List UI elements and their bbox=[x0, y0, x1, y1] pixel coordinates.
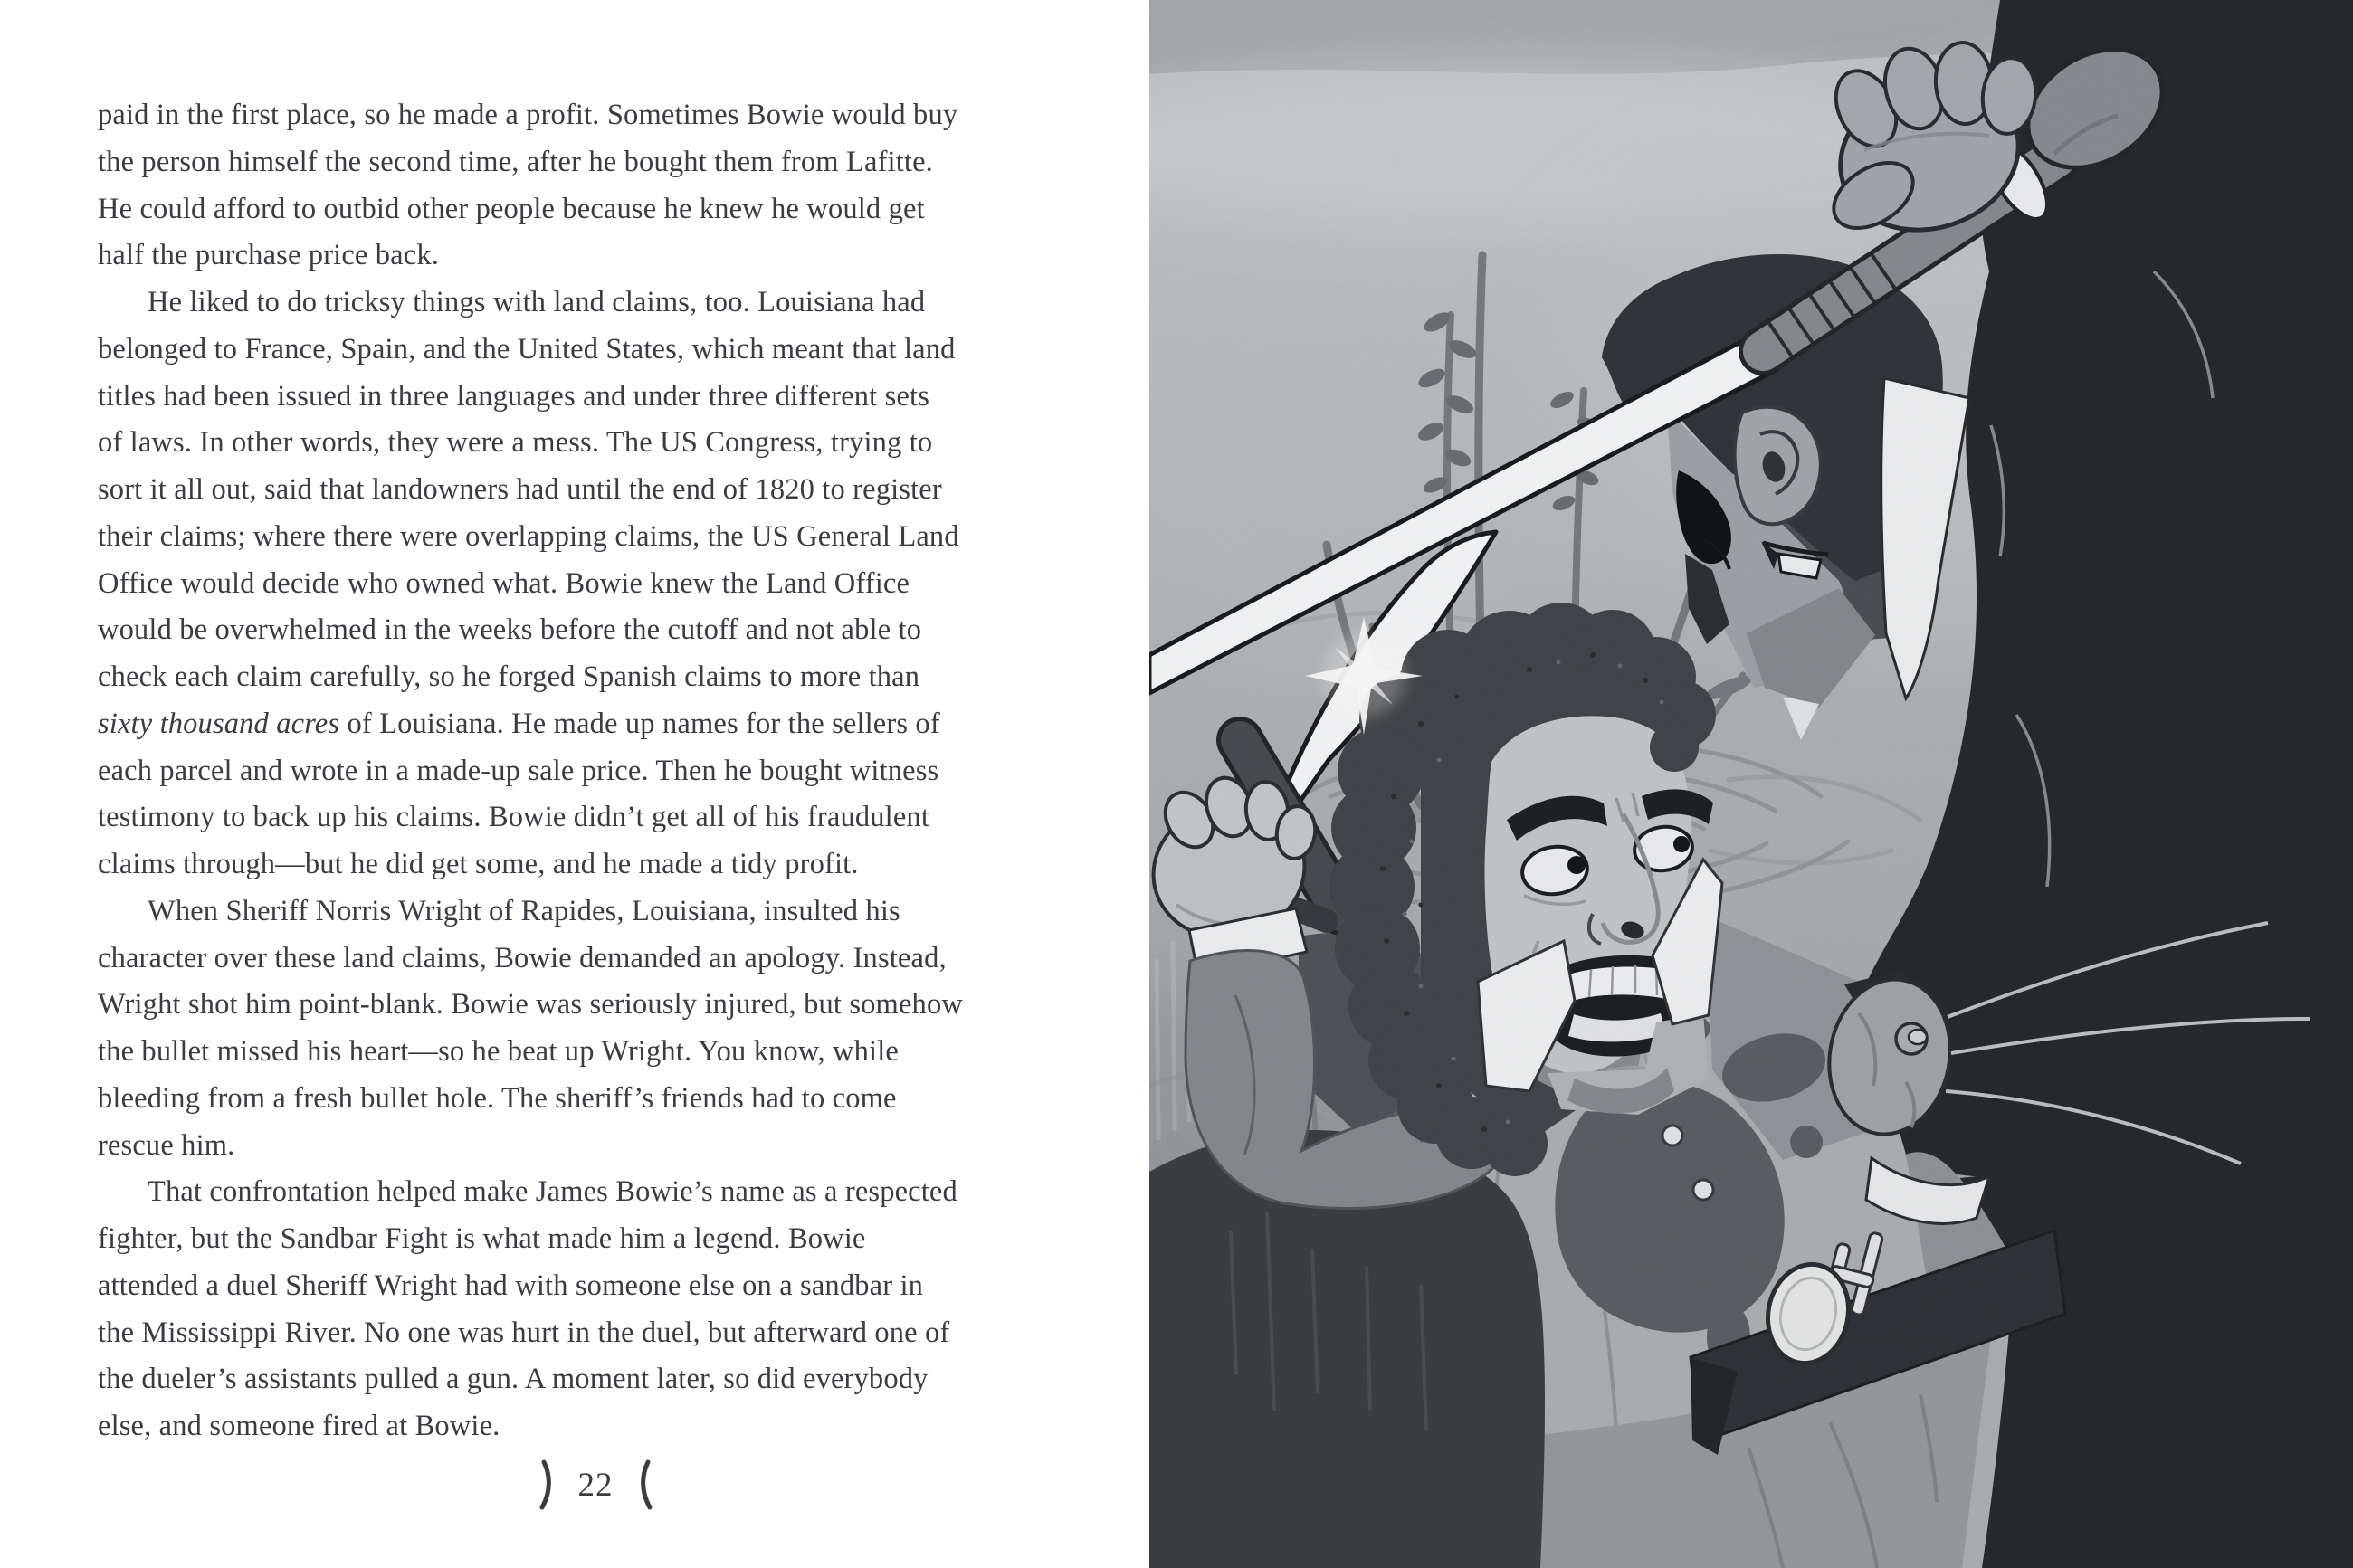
body-text-line: claims through—but he did get some, and he made a tidy profit. bbox=[98, 848, 859, 880]
body-text-line: else, and someone fired at Bowie. bbox=[98, 1410, 500, 1442]
body-text-line: sort it all out, said that landowners had until the end of 1820 to register bbox=[98, 473, 942, 506]
body-text-line: character over these land claims, Bowie demanded an apology. Instead, bbox=[98, 941, 947, 974]
body-text-line: the dueler’s assistants pulled a gun. A moment later, so did everybody bbox=[98, 1363, 929, 1396]
body-text-line: sixty thousand acres of Louisiana. He made up names for the sellers of bbox=[98, 707, 940, 740]
body-text-line: check each claim carefully, so he forged Spanish claims to more than bbox=[98, 660, 920, 693]
book-left-page bbox=[0, 0, 1149, 1568]
body-text-line: titles had been issued in three languages and under three different sets bbox=[98, 379, 929, 413]
body-text bbox=[98, 92, 1093, 1450]
page-number-left-flourish bbox=[537, 1459, 555, 1511]
body-text-line: testimony to back up his claims. Bowie didn’t get all of his fraudulent bbox=[98, 801, 929, 834]
duel-illustration bbox=[1149, 0, 2353, 1568]
page-number: 22 bbox=[577, 1466, 614, 1504]
body-text-line: When Sheriff Norris Wright of Rapides, Louisiana, insulted his bbox=[148, 894, 900, 927]
body-text-line: He could afford to outbid other people because he knew he would get bbox=[98, 192, 925, 225]
body-text-line: the Mississippi River. No one was hurt in the duel, but afterward one of bbox=[98, 1316, 950, 1349]
body-text-line: attended a duel Sheriff Wright had with someone else on a sandbar in bbox=[98, 1269, 924, 1302]
page-number-right-flourish bbox=[637, 1459, 655, 1511]
body-text-line: That confrontation helped make James Bowie’s name as a respected bbox=[148, 1175, 957, 1209]
body-text-line: belonged to France, Spain, and the United States, which meant that land bbox=[98, 332, 956, 366]
body-text-line: bleeding from a fresh bullet hole. The sheriff’s friends had to come bbox=[98, 1081, 897, 1115]
body-text-line: of laws. In other words, they were a mess. The US Congress, trying to bbox=[98, 426, 933, 460]
body-text-line: Office would decide who owned what. Bowie knew the Land Office bbox=[98, 566, 910, 600]
body-text-line: half the purchase price back. bbox=[98, 239, 440, 272]
page-footer bbox=[98, 1453, 1093, 1516]
body-text-line: would be overwhelmed in the weeks before the cutoff and not able to bbox=[98, 613, 922, 647]
body-text-line: paid in the first place, so he made a profit. Sometimes Bowie would buy bbox=[98, 99, 958, 131]
body-text-line: the bullet missed his heart—so he beat up Wright. You know, while bbox=[98, 1035, 899, 1068]
body-text-line: rescue him. bbox=[98, 1128, 235, 1162]
body-text-line: fighter, but the Sandbar Fight is what made him a legend. Bowie bbox=[98, 1222, 866, 1255]
body-text-line: the person himself the second time, after he bought them from Lafitte. bbox=[98, 145, 933, 178]
body-text-line: Wright shot him point-blank. Bowie was seriously injured, but somehow bbox=[98, 988, 963, 1022]
body-text-line: their claims; where there were overlapping claims, the US General Land bbox=[98, 519, 959, 553]
body-text-line: each parcel and wrote in a made-up sale price. Then he bought witness bbox=[98, 754, 939, 787]
grain-texture bbox=[1149, 0, 2353, 1568]
body-text-line: He liked to do tricksy things with land claims, too. Louisiana had bbox=[148, 286, 926, 318]
